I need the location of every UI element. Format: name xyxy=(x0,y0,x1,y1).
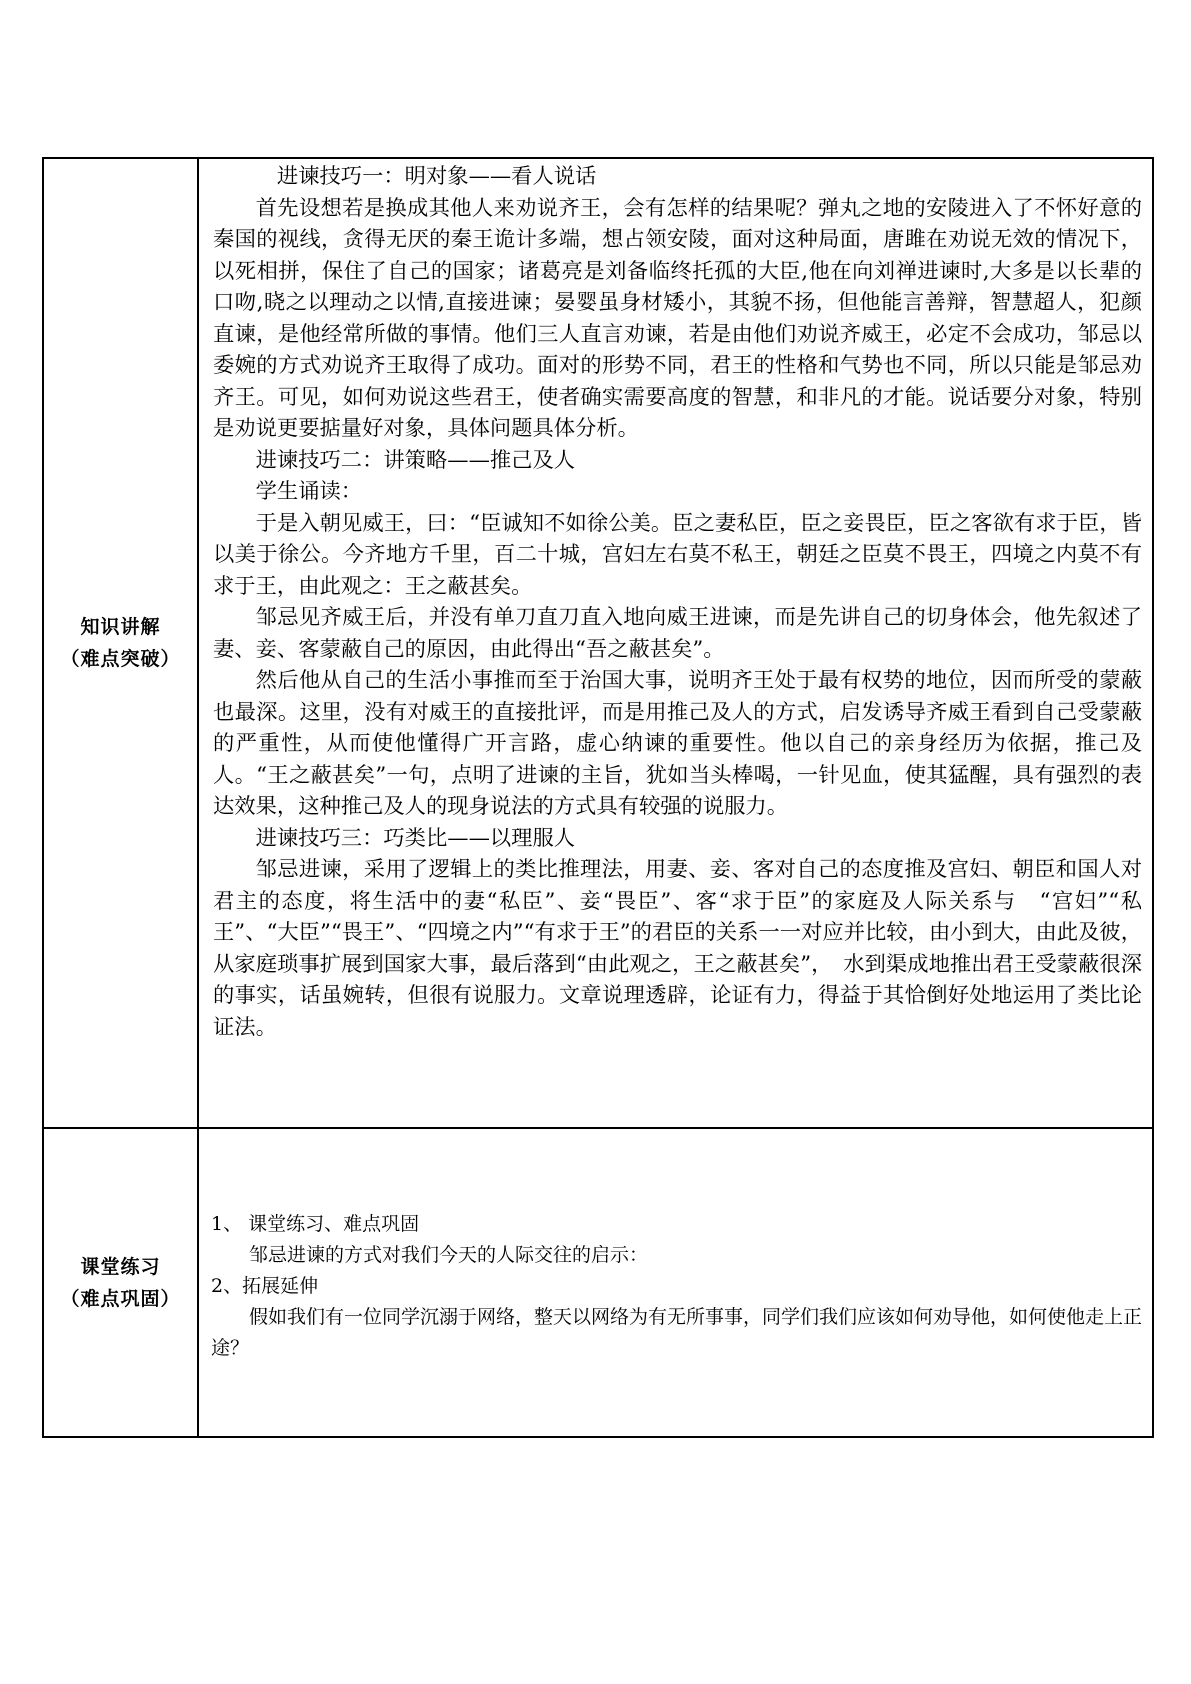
technique-one-body: 首先设想若是换成其他人来劝说齐王，会有怎样的结果呢？弹丸之地的安陵进入了不怀好意的秦国的视线，贪得无厌的秦王诡计多端，想占领安陵，面对这种局面，唐雎在劝说无效的情况下，以死相拼，保住了自己的国家；诸葛亮是刘备临终托孤的大臣,他在向刘禅进谏时,大多是以长辈的口吻,晓之以理动之以情,直接进谏；晏婴虽身材矮小，其貌不扬，但他能言善辩，智慧超人，犯颜直谏，是他经常所做的事情。他们三人直言劝谏，若是由他们劝说齐威王，必定不会成功，邹忌以委婉的方式劝说齐王取得了成功。面对的形势不同，君王的性格和气势也不同，所以只能是邹忌劝齐王。可见，如何劝说这些君王，使者确实需要高度的智慧，和非凡的才能。说话要分对象，特别是劝说更要掂量好对象，具体问题具体分析。 xyxy=(213,195,1142,441)
knowledge-label xyxy=(44,611,197,675)
practice-item2-body: 假如我们有一位同学沉溺于网络，整天以网络为有无所事事，同学们我们应该如何劝导他，如何使他走上正途？ xyxy=(211,1306,1143,1359)
knowledge-label-line2: （难点突破） xyxy=(60,648,181,670)
practice-label-cell xyxy=(43,1128,198,1437)
knowledge-content-cell xyxy=(198,158,1153,1128)
practice-label xyxy=(44,1251,197,1315)
practice-content-cell xyxy=(198,1128,1153,1437)
knowledge-content xyxy=(199,159,1152,1043)
practice-content xyxy=(199,1129,1152,1364)
practice-item1-body: 邹忌进谏的方式对我们今天的人际交往的启示： xyxy=(249,1244,649,1266)
technique-one-heading: 进谏技巧一：明对象——看人说话 xyxy=(276,164,597,189)
student-recitation-label: 学生诵读： xyxy=(255,479,363,504)
technique-three-body: 邹忌进谏，采用了逻辑上的类比推理法，用妻、妾、客对自己的态度推及宫妇、朝臣和国人对君主的态度，将生活中的妻“私臣”、妾“畏臣”、客“求于臣”的家庭及人际关系与 “宫妇”“私王”、“大臣”“畏王”、“四境之内”“有求于王”的君臣的关系一一对应并比较，由小到大，由此及彼，从家庭琐事扩展到国家大事，最后落到“由此观之，王之蔽甚矣”， 水到渠成地推出君王受蒙蔽很深的事实，话虽婉转，但很有说服力。文章说理透辟，论证有力，得益于其恰倒好处地运用了类比论证法。 xyxy=(213,857,1142,1040)
knowledge-label-line1: 知识讲解 xyxy=(80,616,161,638)
practice-row xyxy=(43,1128,1153,1437)
practice-label-line1: 课堂练习 xyxy=(80,1255,161,1278)
technique-two-body-2: 然后他从自己的生活小事推而至于治国大事，说明齐王处于最有权势的地位，因而所受的蒙蔽也最深。这里，没有对威王的直接批评，而是用推己及人的方式，启发诱导齐威王看到自己受蒙蔽的严重性，从而使他懂得广开言路，虚心纳谏的重要性。他以自己的亲身经历为依据，推己及人。“王之蔽甚矣”一句，点明了进谏的主旨，犹如当头棒喝，一针见血，使其猛醒，具有强烈的表达效果，这种推己及人的现身说法的方式具有较强的说服力。 xyxy=(213,668,1142,819)
practice-label-line2: （难点巩固） xyxy=(60,1287,181,1310)
technique-two-heading: 进谏技巧二：讲策略——推己及人 xyxy=(255,447,576,473)
knowledge-row xyxy=(43,158,1153,1128)
technique-two-body-1: 邹忌见齐威王后，并没有单刀直刀直入地向威王进谏，而是先讲自己的切身体会，他先叙述了妻、妾、客蒙蔽自己的原因，由此得出“吾之蔽甚矣”。 xyxy=(213,605,1142,662)
practice-item2-title: 2、拓展延伸 xyxy=(211,1275,319,1297)
knowledge-label-cell xyxy=(43,158,198,1128)
lesson-plan-table xyxy=(42,157,1154,1438)
quoted-passage: 于是入朝见威王，曰：“臣诚知不如徐公美。臣之妻私臣，臣之妾畏臣，臣之客欲有求于臣，皆以美于徐公。今齐地方千里，百二十城，宫妇左右莫不私王，朝廷之臣莫不畏王，四境之内莫不有求于王，由此观之：王之蔽甚矣。 xyxy=(213,510,1142,599)
technique-three-heading: 进谏技巧三：巧类比——以理服人 xyxy=(255,825,576,851)
practice-item1-title: 1、 课堂练习、难点巩固 xyxy=(211,1213,420,1235)
